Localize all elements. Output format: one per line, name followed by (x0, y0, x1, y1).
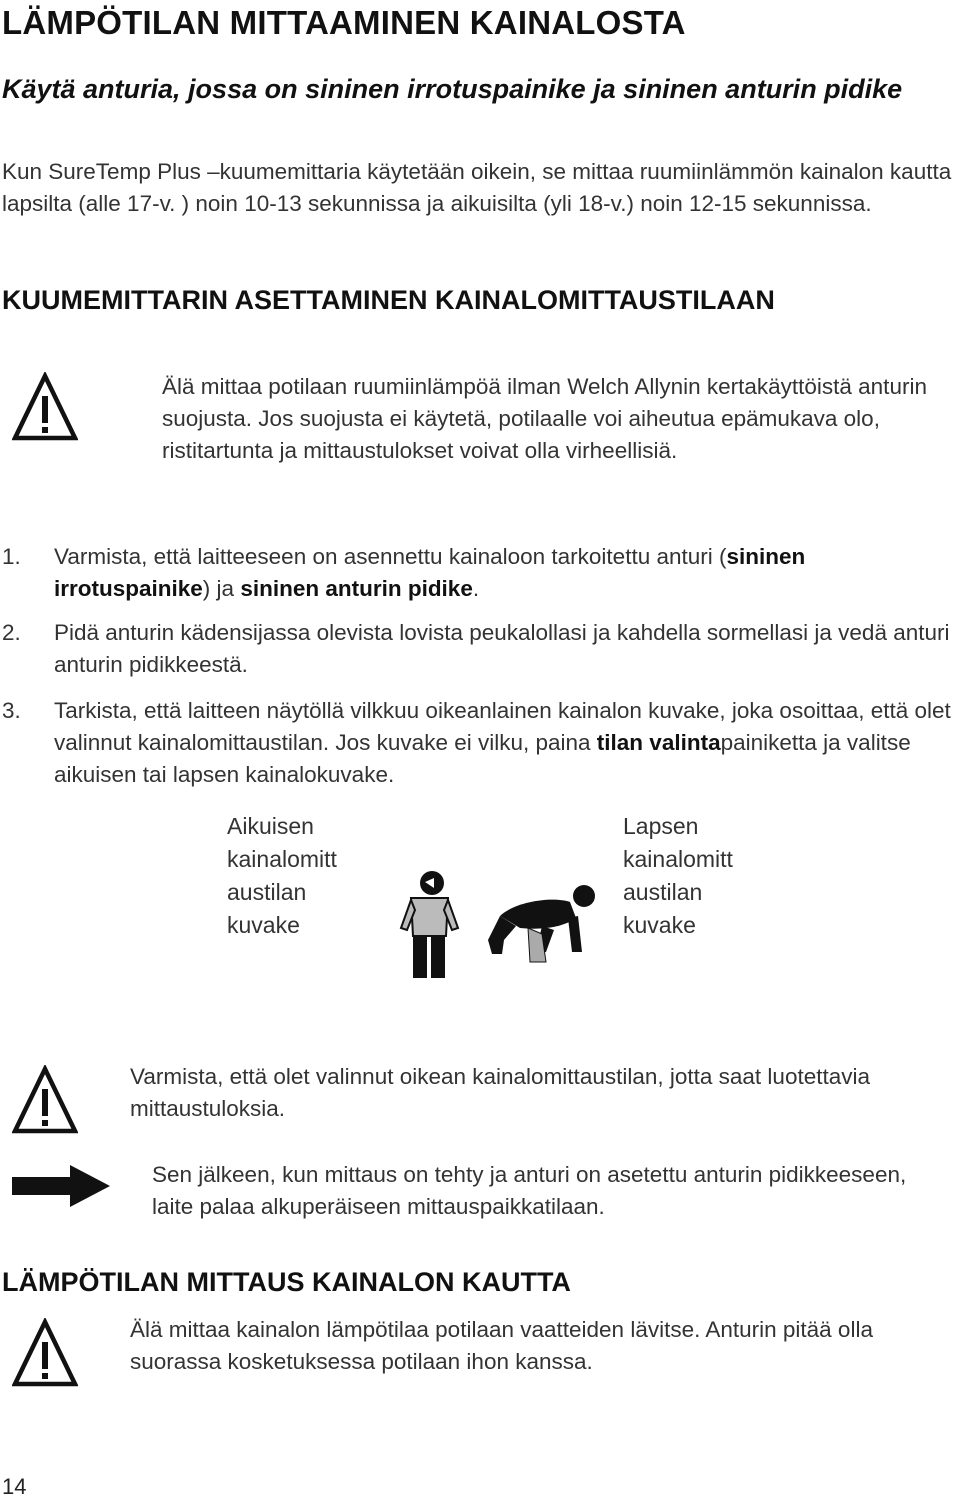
step-3-text: Tarkista, että laitteen näytöllä vilkkuu oikeanlainen kainalon kuvake, joka osoittaa, että olet valinnut kainalomittaustilan. Jos kuvake ei vilku, paina tilan valintapainiketta ja valitse aikuisen tai lapsen kainalokuvake. (54, 698, 951, 787)
page-title: LÄMPÖTILAN MITTAAMINEN KAINALOSTA (2, 4, 686, 41)
child-crawling-icon (480, 878, 600, 968)
adult-figure-icon (398, 870, 460, 980)
warning-cover-text: Älä mittaa potilaan ruumiinlämpöä ilman Welch Allynin kertakäyttöistä anturin suojusta. Jos suojusta ei käytetä, potilaalle voi aiheutua epämukava olo, ristitartunta ja mittaustulokset voivat olla virheellisiä. (162, 374, 927, 463)
intro-paragraph: Kun SureTemp Plus –kuumemittaria käytetään oikein, se mittaa ruumiinlämmön kainalon kautta lapsilta (alle 17-v. ) noin 10-13 sekunnissa ja aikuisilta (yli 18-v.) noin 12-15 sekunnissa. (2, 159, 952, 216)
adult-icon-label: Aikuisen kainalomitt austilan kuvake (227, 813, 337, 938)
step-2-text: Pidä anturin kädensijassa olevista lovista peukalollasi ja kahdella sormellasi ja vedä anturi anturin pidikkeestä. (54, 620, 950, 677)
step-number: 2. (2, 620, 21, 645)
child-icon-label: Lapsen kainalomitt austilan kuvake (623, 813, 733, 938)
subtitle: Käytä anturia, jossa on sininen irrotuspainike ja sininen anturin pidike (2, 74, 903, 104)
warning-triangle-icon (12, 1065, 78, 1135)
warning-triangle-icon (12, 1318, 78, 1388)
step-1-text: Varmista, että laitteeseen on asennettu kainaloon tarkoitettu anturi (sininen irrotuspainike) ja sininen anturin pidike. (54, 544, 806, 601)
step-number: 3. (2, 698, 21, 723)
page-number: 14 (2, 1474, 27, 1499)
step-number: 1. (2, 544, 21, 569)
arrow-right-icon (10, 1163, 112, 1209)
section-heading-setting-mode: KUUMEMITTARIN ASETTAMINEN KAINALOMITTAUSTILAAN (2, 285, 775, 315)
caution-text: Varmista, että olet valinnut oikean kainalomittaustilan, jotta saat luotettavia mittaustuloksia. (130, 1064, 870, 1121)
note-text: Sen jälkeen, kun mittaus on tehty ja anturi on asetettu anturin pidikkeeseen, laite palaa alkuperäiseen mittauspaikkatilaan. (152, 1162, 907, 1219)
clothing-warning-text: Älä mittaa kainalon lämpötilaa potilaan vaatteiden lävitse. Anturin pitää olla suorassa kosketuksessa potilaan ihon kanssa. (130, 1317, 873, 1374)
warning-triangle-icon (12, 372, 78, 442)
section-heading-axillary-measurement: LÄMPÖTILAN MITTAUS KAINALON KAUTTA (2, 1267, 571, 1297)
